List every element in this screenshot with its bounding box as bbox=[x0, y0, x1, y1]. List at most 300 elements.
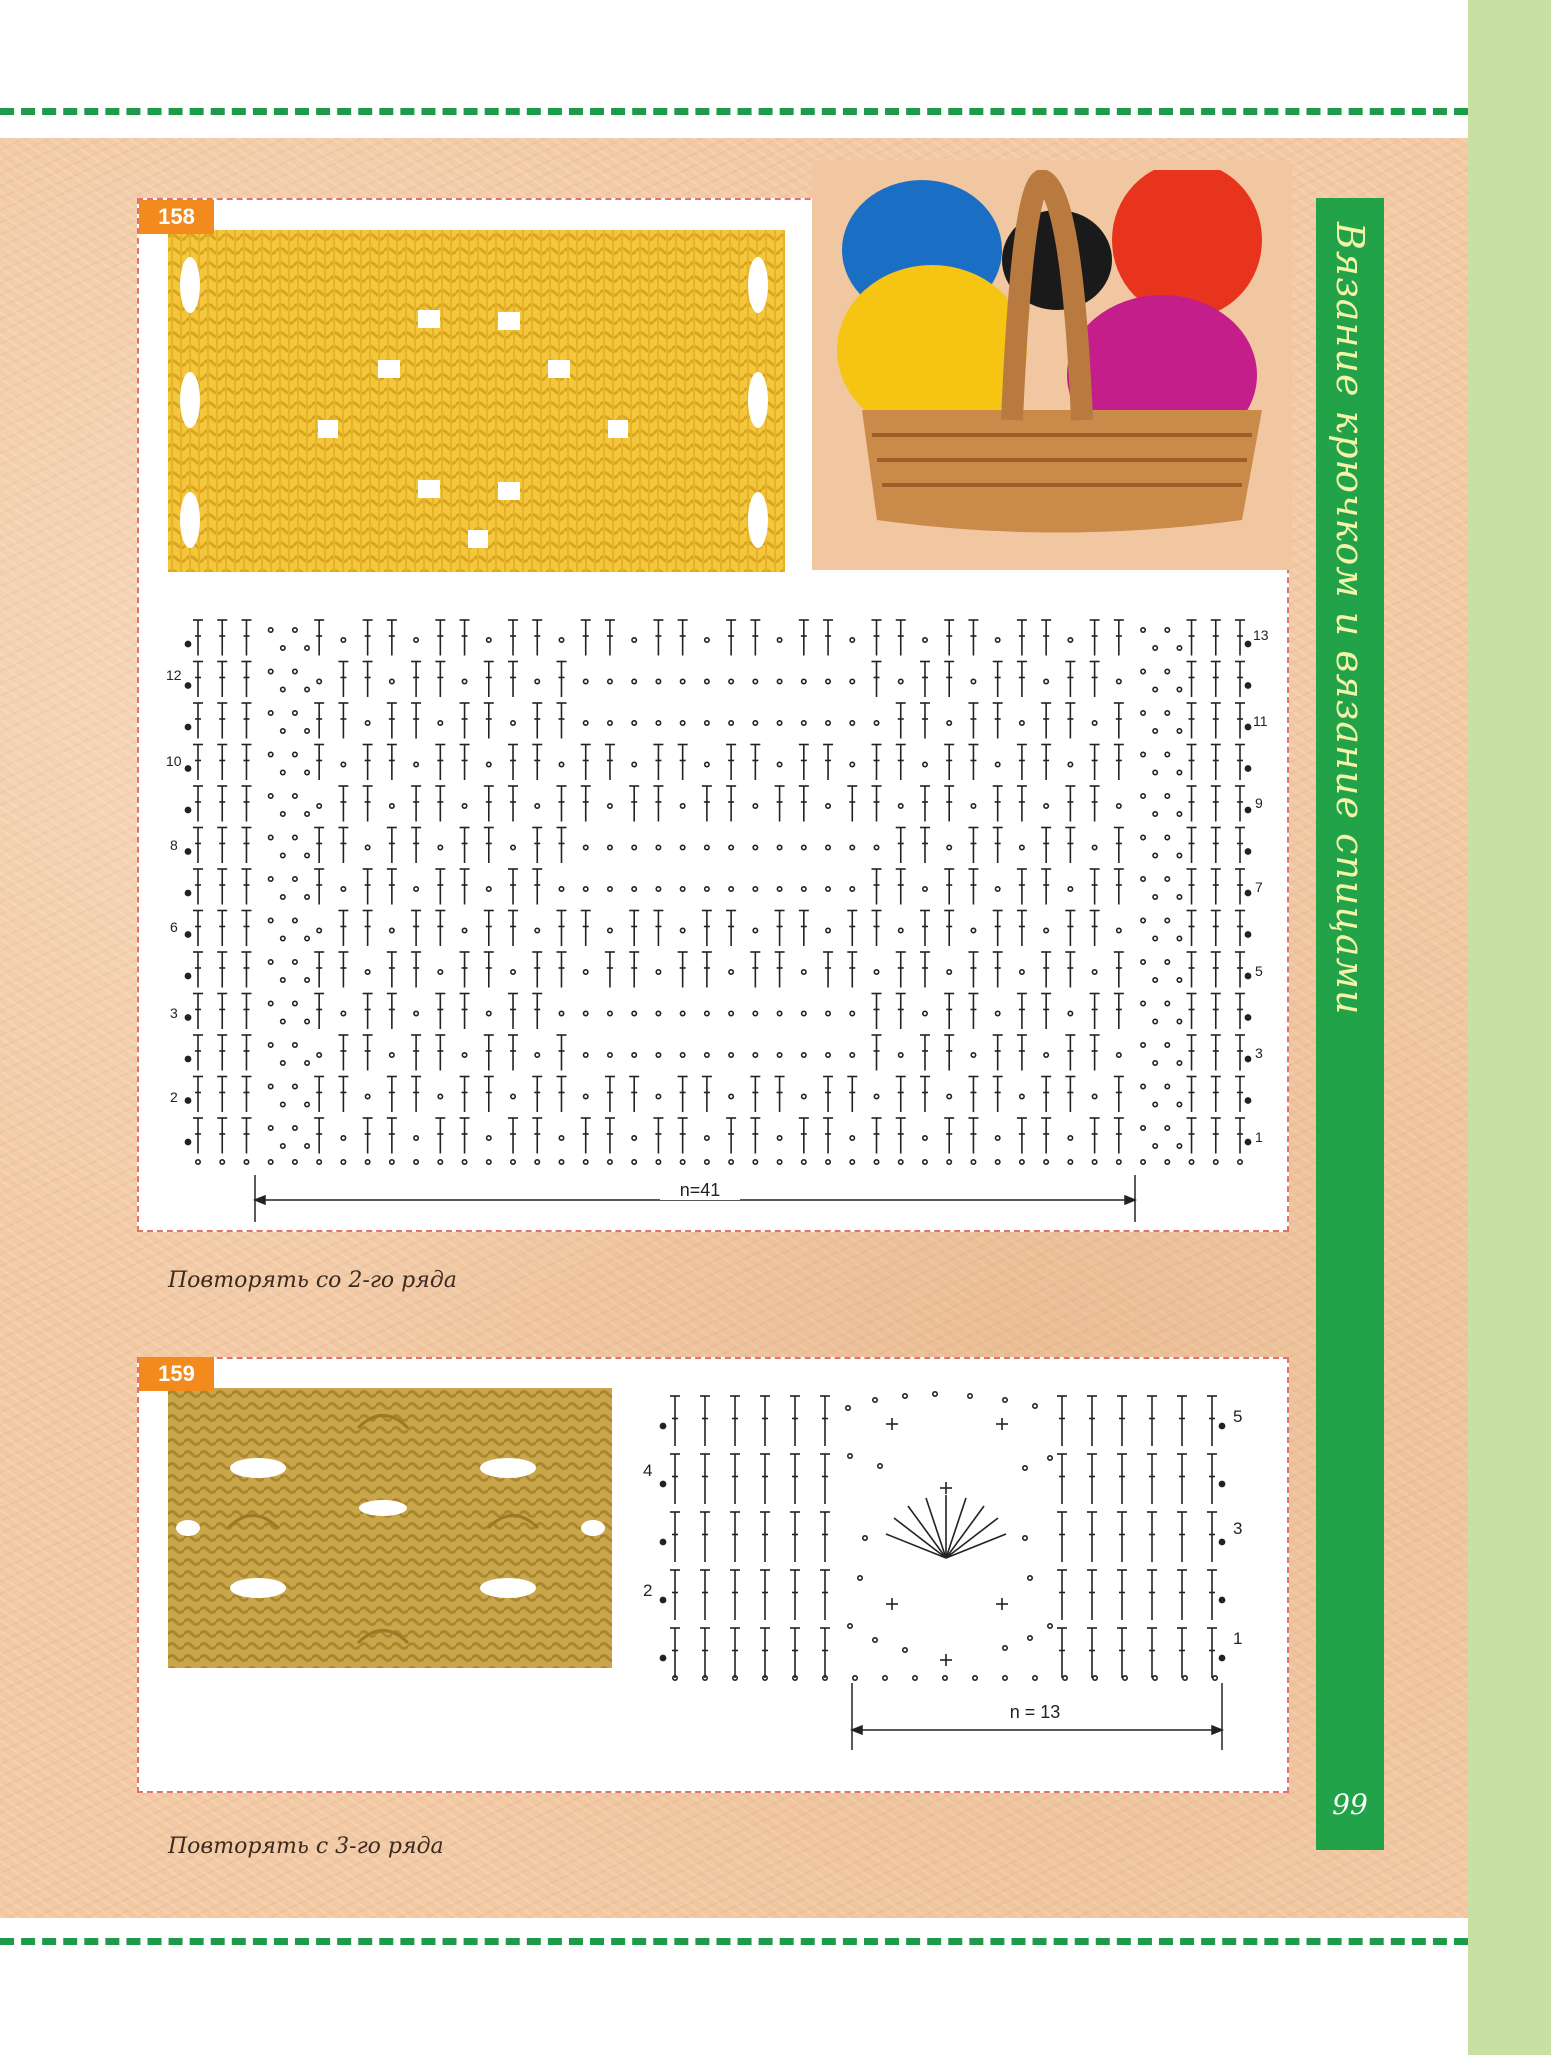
edge-dot bbox=[185, 641, 190, 646]
chain-symbol bbox=[899, 679, 903, 683]
edge-dot bbox=[185, 1015, 190, 1020]
chain-symbol bbox=[878, 1464, 882, 1468]
chain-symbol bbox=[1092, 845, 1096, 849]
chain-symbol bbox=[1153, 1144, 1157, 1148]
chain-symbol bbox=[705, 887, 709, 891]
chain-symbol bbox=[899, 804, 903, 808]
chain-symbol bbox=[1068, 638, 1072, 642]
chain-symbol bbox=[317, 1053, 321, 1057]
chain-symbol bbox=[487, 887, 491, 891]
chain-symbol bbox=[1020, 1160, 1024, 1164]
chain-symbol bbox=[305, 1019, 309, 1023]
chain-symbol bbox=[1177, 895, 1181, 899]
chain-symbol bbox=[462, 1053, 466, 1057]
chain-symbol bbox=[1177, 770, 1181, 774]
edge-dot bbox=[185, 890, 190, 895]
row-label-left: 3 bbox=[170, 1005, 178, 1021]
chain-symbol bbox=[1068, 1011, 1072, 1015]
chain-symbol bbox=[656, 679, 660, 683]
chain-symbol bbox=[1177, 853, 1181, 857]
row-label-left: 12 bbox=[166, 667, 182, 683]
chain-symbol bbox=[1165, 752, 1169, 756]
chain-symbol bbox=[268, 669, 272, 673]
chain-symbol bbox=[802, 679, 806, 683]
chain-symbol bbox=[1068, 762, 1072, 766]
chain-symbol bbox=[293, 1043, 297, 1047]
chain-symbol bbox=[293, 711, 297, 715]
chain-symbol bbox=[848, 1624, 852, 1628]
chain-symbol bbox=[1141, 752, 1145, 756]
chain-symbol bbox=[268, 877, 272, 881]
chain-symbol bbox=[632, 1160, 636, 1164]
chain-symbol bbox=[535, 679, 539, 683]
chain-symbol bbox=[632, 1136, 636, 1140]
edge-dot bbox=[185, 683, 190, 688]
chain-symbol bbox=[1141, 1084, 1145, 1088]
chain-symbol bbox=[1063, 1676, 1067, 1680]
chain-symbol bbox=[923, 1136, 927, 1140]
chain-symbol bbox=[1165, 960, 1169, 964]
chain-symbol bbox=[608, 1160, 612, 1164]
chain-symbol bbox=[268, 794, 272, 798]
chain-symbol bbox=[971, 679, 975, 683]
chain-symbol bbox=[826, 887, 830, 891]
chain-symbol bbox=[268, 752, 272, 756]
edge-dot bbox=[1219, 1539, 1224, 1544]
edge-dot bbox=[185, 1056, 190, 1061]
chain-symbol bbox=[341, 1011, 345, 1015]
chain-symbol bbox=[903, 1394, 907, 1398]
chain-symbol bbox=[850, 1136, 854, 1140]
chain-symbol bbox=[414, 887, 418, 891]
chain-symbol bbox=[729, 679, 733, 683]
edge-dot bbox=[1245, 890, 1250, 895]
row-label-right: 1 bbox=[1233, 1629, 1243, 1648]
chain-symbol bbox=[281, 1102, 285, 1106]
chain-symbol bbox=[826, 804, 830, 808]
chain-symbol bbox=[777, 845, 781, 849]
pattern-number-badge: 159 bbox=[139, 1357, 214, 1391]
pattern-number-badge: 158 bbox=[139, 200, 214, 234]
chain-symbol bbox=[680, 1011, 684, 1015]
row-label-right: 13 bbox=[1253, 627, 1269, 643]
chain-symbol bbox=[1117, 804, 1121, 808]
chain-symbol bbox=[1093, 1676, 1097, 1680]
chain-symbol bbox=[753, 721, 757, 725]
chain-symbol bbox=[487, 638, 491, 642]
chain-symbol bbox=[632, 887, 636, 891]
chain-symbol bbox=[196, 1160, 200, 1164]
chain-symbol bbox=[1123, 1676, 1127, 1680]
chain-symbol bbox=[826, 1011, 830, 1015]
row-label-left: 10 bbox=[166, 753, 182, 769]
chain-symbol bbox=[584, 1011, 588, 1015]
chain-symbol bbox=[1068, 1160, 1072, 1164]
chain-symbol bbox=[632, 638, 636, 642]
edge-dot bbox=[185, 807, 190, 812]
chain-symbol bbox=[535, 1053, 539, 1057]
edge-dot bbox=[1219, 1481, 1224, 1486]
chain-symbol bbox=[268, 960, 272, 964]
page-side-strip bbox=[1468, 0, 1551, 2055]
chain-symbol bbox=[1033, 1404, 1037, 1408]
chain-symbol bbox=[1177, 1061, 1181, 1065]
chain-symbol bbox=[281, 936, 285, 940]
chain-symbol bbox=[1177, 936, 1181, 940]
row-label-left: 2 bbox=[643, 1581, 653, 1600]
chain-symbol bbox=[365, 845, 369, 849]
chain-symbol bbox=[853, 1676, 857, 1680]
chain-symbol bbox=[305, 1061, 309, 1065]
chain-symbol bbox=[947, 1160, 951, 1164]
chain-symbol bbox=[1092, 721, 1096, 725]
chain-symbol bbox=[1141, 1001, 1145, 1005]
chain-symbol bbox=[1153, 1102, 1157, 1106]
chain-symbol bbox=[850, 679, 854, 683]
chain-symbol bbox=[632, 1011, 636, 1015]
chain-symbol bbox=[802, 887, 806, 891]
chain-symbol bbox=[584, 1053, 588, 1057]
chain-symbol bbox=[995, 638, 999, 642]
chain-symbol bbox=[971, 804, 975, 808]
chain-symbol bbox=[1020, 970, 1024, 974]
chain-symbol bbox=[487, 1160, 491, 1164]
chain-symbol bbox=[511, 845, 515, 849]
chain-symbol bbox=[923, 1160, 927, 1164]
chain-symbol bbox=[729, 845, 733, 849]
chain-symbol bbox=[850, 887, 854, 891]
chain-symbol bbox=[341, 887, 345, 891]
chain-symbol bbox=[680, 928, 684, 932]
top-dashed-divider bbox=[0, 108, 1468, 115]
chain-symbol bbox=[1153, 936, 1157, 940]
chain-symbol bbox=[305, 978, 309, 982]
chain-symbol bbox=[281, 853, 285, 857]
row-label-right: 5 bbox=[1255, 963, 1263, 979]
chain-symbol bbox=[487, 1136, 491, 1140]
chain-symbol bbox=[511, 970, 515, 974]
edge-dot bbox=[1245, 1056, 1250, 1061]
row-label-right: 7 bbox=[1255, 879, 1263, 895]
page-number: 99 bbox=[1332, 1788, 1368, 1821]
bottom-dashed-divider bbox=[0, 1938, 1468, 1945]
chain-symbol bbox=[753, 1160, 757, 1164]
chain-symbol bbox=[487, 762, 491, 766]
chain-symbol bbox=[968, 1394, 972, 1398]
chain-symbol bbox=[293, 960, 297, 964]
chain-symbol bbox=[584, 887, 588, 891]
chain-symbol bbox=[923, 1011, 927, 1015]
chain-symbol bbox=[584, 845, 588, 849]
chain-symbol bbox=[943, 1676, 947, 1680]
edge-dot bbox=[660, 1539, 665, 1544]
chain-symbol bbox=[705, 721, 709, 725]
chain-symbol bbox=[826, 1053, 830, 1057]
chain-symbol bbox=[729, 1094, 733, 1098]
chain-symbol bbox=[656, 887, 660, 891]
chain-symbol bbox=[1117, 1160, 1121, 1164]
chain-symbol bbox=[414, 762, 418, 766]
chain-symbol bbox=[850, 845, 854, 849]
repeat-label: n=41 bbox=[679, 1180, 721, 1200]
chain-symbol bbox=[341, 1136, 345, 1140]
chain-symbol bbox=[753, 887, 757, 891]
chain-symbol bbox=[487, 1011, 491, 1015]
chain-symbol bbox=[913, 1676, 917, 1680]
chain-symbol bbox=[268, 1084, 272, 1088]
chain-symbol bbox=[268, 1043, 272, 1047]
edge-dot bbox=[185, 973, 190, 978]
chain-symbol bbox=[947, 845, 951, 849]
chain-symbol bbox=[268, 835, 272, 839]
chart-row-labels bbox=[166, 627, 1269, 1145]
chain-symbol bbox=[305, 646, 309, 650]
chain-symbol bbox=[1023, 1536, 1027, 1540]
chain-symbol bbox=[268, 1160, 272, 1164]
chain-symbol bbox=[1165, 711, 1169, 715]
chain-symbol bbox=[777, 1136, 781, 1140]
chain-symbol bbox=[1165, 794, 1169, 798]
chain-symbol bbox=[899, 1053, 903, 1057]
chain-symbol bbox=[281, 729, 285, 733]
chain-symbol bbox=[317, 804, 321, 808]
chain-symbol bbox=[305, 1102, 309, 1106]
chain-symbol bbox=[584, 721, 588, 725]
chain-symbol bbox=[729, 1011, 733, 1015]
crochet-swatch-158 bbox=[168, 230, 785, 572]
chain-symbol bbox=[281, 770, 285, 774]
chain-symbol bbox=[777, 762, 781, 766]
chain-symbol bbox=[850, 762, 854, 766]
edge-dot bbox=[1219, 1655, 1224, 1660]
chain-symbol bbox=[281, 895, 285, 899]
chain-symbol bbox=[559, 887, 563, 891]
edge-dot bbox=[1245, 724, 1250, 729]
chain-symbol bbox=[293, 1084, 297, 1088]
chain-symbol bbox=[305, 687, 309, 691]
edge-dot bbox=[1219, 1423, 1224, 1428]
chain-symbol bbox=[1044, 928, 1048, 932]
chain-symbol bbox=[705, 1160, 709, 1164]
chain-symbol bbox=[863, 1536, 867, 1540]
yarn-basket-photo bbox=[832, 170, 1282, 555]
chain-symbol bbox=[680, 804, 684, 808]
edge-dot bbox=[1245, 807, 1250, 812]
chain-symbol bbox=[1020, 721, 1024, 725]
chain-symbol bbox=[608, 928, 612, 932]
chain-symbol bbox=[535, 804, 539, 808]
chain-symbol bbox=[608, 1053, 612, 1057]
chain-symbol bbox=[995, 1160, 999, 1164]
chain-symbol bbox=[1177, 978, 1181, 982]
chain-symbol bbox=[1141, 669, 1145, 673]
chain-symbol bbox=[462, 1160, 466, 1164]
chain-symbol bbox=[268, 1001, 272, 1005]
chain-symbol bbox=[1165, 1160, 1169, 1164]
edge-dot bbox=[1245, 1098, 1250, 1103]
chain-symbol bbox=[1153, 1061, 1157, 1065]
chain-symbol bbox=[1165, 1043, 1169, 1047]
chain-symbol bbox=[802, 1094, 806, 1098]
chain-symbol bbox=[777, 887, 781, 891]
chain-symbol bbox=[850, 1011, 854, 1015]
chain-symbol bbox=[632, 1053, 636, 1057]
chain-symbol bbox=[680, 1053, 684, 1057]
chain-symbol bbox=[1177, 646, 1181, 650]
edge-dot bbox=[185, 932, 190, 937]
chain-symbol bbox=[1117, 928, 1121, 932]
chain-symbol bbox=[873, 1398, 877, 1402]
chain-symbol bbox=[1153, 687, 1157, 691]
chain-symbol bbox=[462, 679, 466, 683]
chain-symbol bbox=[632, 845, 636, 849]
chain-symbol bbox=[1189, 1160, 1193, 1164]
edge-dot bbox=[185, 1139, 190, 1144]
chain-symbol bbox=[1165, 1001, 1169, 1005]
chain-symbol bbox=[729, 721, 733, 725]
chain-symbol bbox=[705, 1136, 709, 1140]
chain-symbol bbox=[899, 928, 903, 932]
chain-symbol bbox=[1141, 1160, 1145, 1164]
chain-symbol bbox=[971, 1160, 975, 1164]
chain-symbol bbox=[971, 1053, 975, 1057]
chain-symbol bbox=[873, 1638, 877, 1642]
section-title: Вязание крючком и вязание спицами bbox=[1328, 222, 1372, 1016]
chain-symbol bbox=[317, 1160, 321, 1164]
row-label-right: 5 bbox=[1233, 1407, 1243, 1426]
chain-symbol bbox=[802, 970, 806, 974]
chain-symbol bbox=[559, 1136, 563, 1140]
chain-symbol bbox=[826, 928, 830, 932]
fan-stitch bbox=[886, 1495, 1006, 1558]
chain-symbol bbox=[268, 711, 272, 715]
chain-symbol bbox=[947, 970, 951, 974]
chain-symbol bbox=[1153, 1019, 1157, 1023]
chain-symbol bbox=[1048, 1456, 1052, 1460]
chain-symbol bbox=[584, 1160, 588, 1164]
chain-symbol bbox=[268, 1126, 272, 1130]
chain-symbol bbox=[390, 1160, 394, 1164]
row-label-right: 1 bbox=[1255, 1129, 1263, 1145]
edge-dot bbox=[660, 1597, 665, 1602]
chain-symbol bbox=[559, 1011, 563, 1015]
chain-symbol bbox=[293, 877, 297, 881]
chain-symbol bbox=[1141, 1126, 1145, 1130]
chain-symbol bbox=[705, 638, 709, 642]
chain-symbol bbox=[365, 1094, 369, 1098]
chain-symbol bbox=[1092, 1094, 1096, 1098]
chain-symbol bbox=[608, 1011, 612, 1015]
edge-dot bbox=[1245, 849, 1250, 854]
chain-symbol bbox=[1177, 812, 1181, 816]
chain-symbol bbox=[656, 1094, 660, 1098]
chain-symbol bbox=[680, 887, 684, 891]
chain-symbol bbox=[1068, 1136, 1072, 1140]
chain-symbol bbox=[656, 1053, 660, 1057]
chain-symbol bbox=[1141, 835, 1145, 839]
chain-symbol bbox=[293, 1126, 297, 1130]
edge-dot bbox=[185, 724, 190, 729]
chain-symbol bbox=[390, 679, 394, 683]
chain-symbol bbox=[874, 1160, 878, 1164]
chain-symbol bbox=[584, 679, 588, 683]
chain-symbol bbox=[1153, 978, 1157, 982]
chain-symbol bbox=[438, 970, 442, 974]
row-label-left: 2 bbox=[170, 1089, 178, 1105]
crochet-chart-159 bbox=[630, 1378, 1280, 1778]
chain-symbol bbox=[317, 928, 321, 932]
chain-symbol bbox=[753, 679, 757, 683]
chain-symbol bbox=[753, 928, 757, 932]
chain-symbol bbox=[305, 936, 309, 940]
chain-symbol bbox=[390, 804, 394, 808]
row-label-right: 3 bbox=[1255, 1045, 1263, 1061]
chain-symbol bbox=[559, 762, 563, 766]
chain-symbol bbox=[850, 1160, 854, 1164]
edge-dot bbox=[1245, 766, 1250, 771]
chain-symbol bbox=[874, 845, 878, 849]
chain-symbol bbox=[632, 679, 636, 683]
edge-dot bbox=[1245, 932, 1250, 937]
chain-symbol bbox=[414, 638, 418, 642]
chain-symbol bbox=[293, 1001, 297, 1005]
chain-symbol bbox=[365, 1160, 369, 1164]
chart-stitches bbox=[185, 620, 1250, 1164]
chain-symbol bbox=[802, 1011, 806, 1015]
chain-symbol bbox=[1028, 1576, 1032, 1580]
chain-symbol bbox=[1141, 918, 1145, 922]
chain-symbol bbox=[1177, 1019, 1181, 1023]
chain-symbol bbox=[1165, 1084, 1169, 1088]
chain-symbol bbox=[1153, 812, 1157, 816]
edge-dot bbox=[1245, 1015, 1250, 1020]
chain-symbol bbox=[511, 1094, 515, 1098]
chain-symbol bbox=[293, 835, 297, 839]
row-label-left: 4 bbox=[643, 1461, 653, 1480]
chain-symbol bbox=[1165, 835, 1169, 839]
chain-symbol bbox=[1003, 1646, 1007, 1650]
chain-symbol bbox=[1023, 1466, 1027, 1470]
edge-dot bbox=[660, 1481, 665, 1486]
chain-symbol bbox=[656, 1011, 660, 1015]
chain-symbol bbox=[1117, 1053, 1121, 1057]
chain-symbol bbox=[535, 928, 539, 932]
chain-symbol bbox=[995, 887, 999, 891]
chain-symbol bbox=[923, 762, 927, 766]
chain-symbol bbox=[293, 669, 297, 673]
chain-symbol bbox=[995, 1136, 999, 1140]
chain-symbol bbox=[535, 1160, 539, 1164]
chain-symbol bbox=[826, 679, 830, 683]
chain-symbol bbox=[438, 1094, 442, 1098]
chain-symbol bbox=[268, 628, 272, 632]
chain-symbol bbox=[802, 1160, 806, 1164]
chain-symbol bbox=[753, 1011, 757, 1015]
edge-dot bbox=[1245, 683, 1250, 688]
chain-symbol bbox=[850, 638, 854, 642]
chart-stitches bbox=[660, 1392, 1224, 1680]
row-label-left: 8 bbox=[170, 837, 178, 853]
edge-dot bbox=[1245, 1139, 1250, 1144]
chain-symbol bbox=[281, 812, 285, 816]
chain-symbol bbox=[438, 721, 442, 725]
chain-symbol bbox=[414, 1011, 418, 1015]
chain-symbol bbox=[874, 721, 878, 725]
chain-symbol bbox=[802, 1053, 806, 1057]
chain-symbol bbox=[281, 1061, 285, 1065]
chain-symbol bbox=[1183, 1676, 1187, 1680]
chain-symbol bbox=[1117, 679, 1121, 683]
